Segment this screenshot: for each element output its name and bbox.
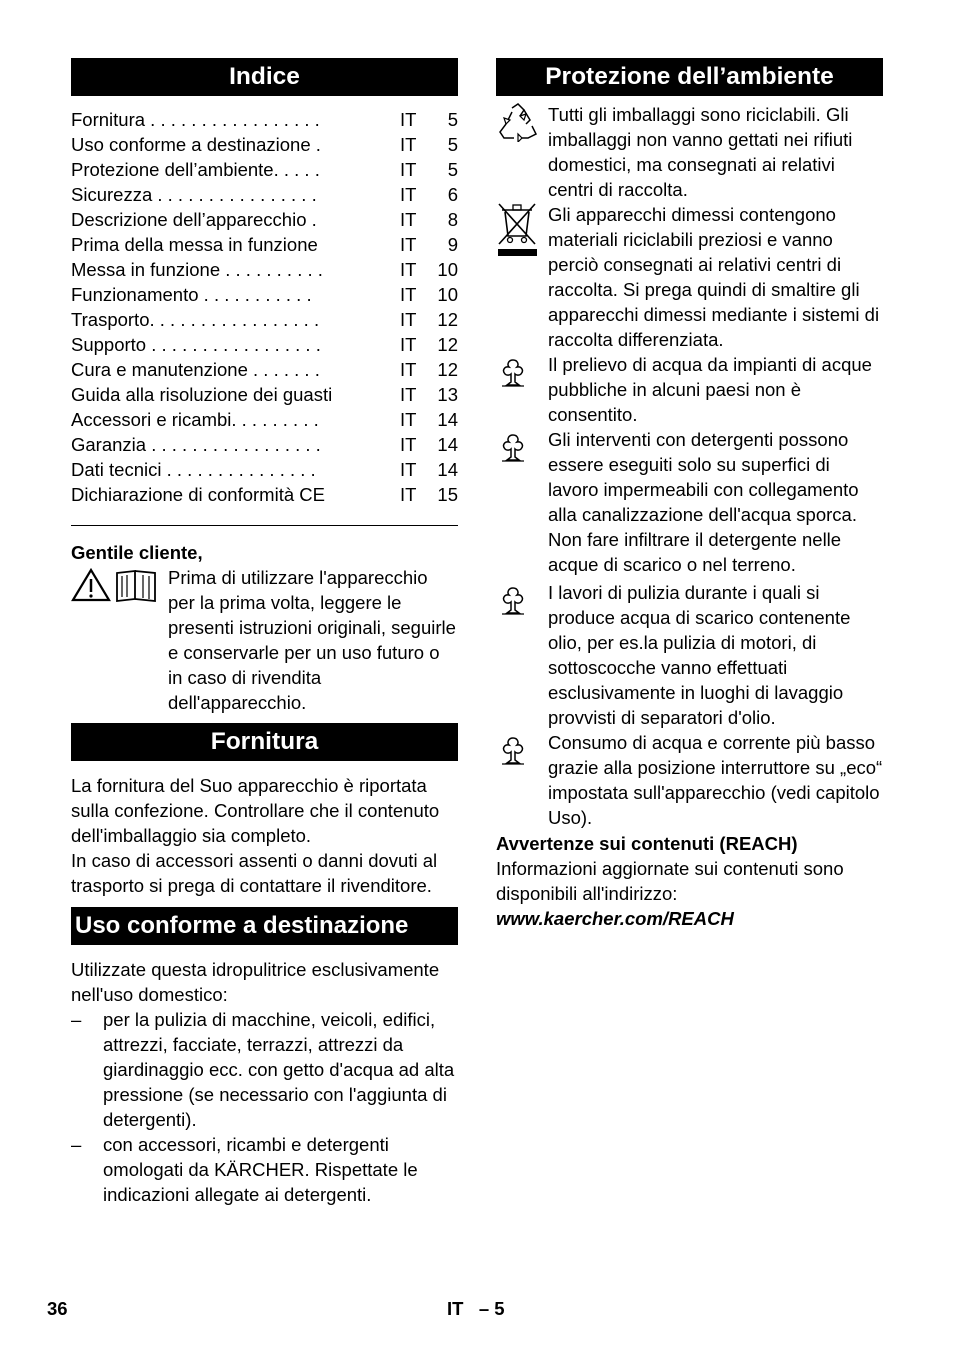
uso-heading: Uso conforme a destinazione (71, 907, 458, 945)
toc-entry[interactable]: Uso conforme a destinazione . IT 5 (71, 134, 458, 155)
page-number: 36 (47, 1298, 68, 1319)
reach-link[interactable]: www.kaercher.com/REACH (496, 908, 734, 929)
crossed-bin-icon (496, 200, 540, 266)
toc-entry[interactable]: Prima della messa in funzione IT 9 (71, 234, 458, 255)
right-column (496, 58, 883, 931)
toc-entry[interactable]: Funzionamento . . . . . . . . . . . IT 10 (71, 284, 458, 305)
ambiente-heading: Protezione dell’ambiente (496, 58, 883, 96)
uso-list (71, 1007, 458, 1207)
environment-tree-icon (496, 734, 530, 768)
toc-entry[interactable]: Cura e manutenzione . . . . . . . IT 12 (71, 359, 458, 380)
warning-manual-icon (71, 568, 161, 602)
toc-entry[interactable]: Dati tecnici . . . . . . . . . . . . . . . IT 14 (71, 459, 458, 480)
environment-tree-icon (496, 584, 530, 618)
list-item: – con accessori, ricambi e detergenti omologati da KÄRCHER. Rispettate le indicazioni allegate ai detergenti. (71, 1134, 418, 1205)
env-item: Il prelievo di acqua da impianti di acque pubbliche in alcuni paesi non è consentito. (496, 352, 883, 427)
toc-entry[interactable]: Protezione dell’ambiente. . . . . IT 5 (71, 159, 458, 180)
environment-tree-icon (496, 356, 530, 390)
greeting-text: Prima di utilizzare l'apparecchio per la prima volta, leggere le presenti istruzioni originali, seguirle e conservarle per un uso futuro o in caso di rivendita dell'apparecchio. (168, 567, 456, 713)
greeting-block (71, 565, 458, 715)
uso-intro: Utilizzate questa idropulitrice esclusivamente nell'uso domestico: (71, 959, 440, 1005)
env-item: I lavori di pulizia durante i quali si produce acqua di scarico contenente olio, per es.la pulizia di motori, di sottoscocche vanno effettuati esclusivamente in luoghi di lavaggio provvisti di separatori d'olio. (496, 580, 883, 730)
env-item: Consumo di acqua e corrente più basso grazie alla posizione interruttore su „eco“ impostata sull'apparecchio (vedi capitolo Uso). (496, 730, 883, 830)
toc-divider (71, 525, 458, 526)
toc-entry[interactable]: Guida alla risoluzione dei guasti IT 13 (71, 384, 458, 405)
env-item: Gli interventi con detergenti possono essere eseguiti solo su superfici di lavoro impermeabili con collegamento alla canalizzazione dell'acqua sporca. Non fare infiltrare il detergente nelle acque di scarico o nel terreno. (496, 427, 883, 577)
fornitura-heading: Fornitura (71, 723, 458, 761)
toc-entry[interactable]: Sicurezza . . . . . . . . . . . . . . . . IT 6 (71, 184, 458, 205)
toc-entry[interactable]: Descrizione dell’apparecchio . IT 8 (71, 209, 458, 230)
left-column (71, 58, 458, 1207)
recycling-icon (496, 102, 540, 142)
reach-text: Informazioni aggiornate sui contenuti sono disponibili all'indirizzo: (496, 858, 844, 904)
toc-entry[interactable]: Messa in funzione . . . . . . . . . . IT 10 (71, 259, 458, 280)
footer-section: IT – 5 (447, 1298, 505, 1319)
environment-tree-icon (496, 431, 530, 465)
toc-entry[interactable]: Trasporto. . . . . . . . . . . . . . . . . IT 12 (71, 309, 458, 330)
greeting-title: Gentile cliente, (71, 542, 203, 563)
table-of-contents (71, 107, 458, 507)
env-item: Gli apparecchi dimessi contengono materiali riciclabili preziosi e vanno perciò consegnati ai relativi centri di raccolta. Si prega quindi di smaltire gli apparecchi dimessi mediante i sistemi di raccolta differenziata. (496, 202, 883, 352)
fornitura-p2: In caso di accessori assenti o danni dovuti al trasporto si prega di contattare il rivenditore. (71, 850, 438, 896)
toc-heading: Indice (71, 58, 458, 96)
toc-entry[interactable]: Dichiarazione di conformità CE IT 15 (71, 484, 458, 505)
toc-entry[interactable]: Garanzia . . . . . . . . . . . . . . . . . IT 14 (71, 434, 458, 455)
reach-title: Avvertenze sui contenuti (REACH) (496, 833, 798, 854)
list-item: – per la pulizia di macchine, veicoli, edifici, attrezzi, facciate, terrazzi, attrezzi da giardinaggio ecc. con getto d'acqua ad alta pressione (se necessario con l'aggiunta di detergenti). (71, 1009, 455, 1130)
toc-entry[interactable]: Accessori e ricambi. . . . . . . . . IT 14 (71, 409, 458, 430)
env-item: Tutti gli imballaggi sono riciclabili. Gli imballaggi non vanno gettati nei rifiuti domestici, ma consegnati ai relativi centri di raccolta. (496, 102, 883, 202)
fornitura-p1: La fornitura del Suo apparecchio è riportata sulla confezione. Controllare che il contenuto dell'imballaggio sia completo. (71, 775, 440, 846)
toc-entry[interactable]: Supporto . . . . . . . . . . . . . . . . . IT 12 (71, 334, 458, 355)
toc-entry[interactable]: Fornitura . . . . . . . . . . . . . . . . . IT 5 (71, 109, 458, 130)
